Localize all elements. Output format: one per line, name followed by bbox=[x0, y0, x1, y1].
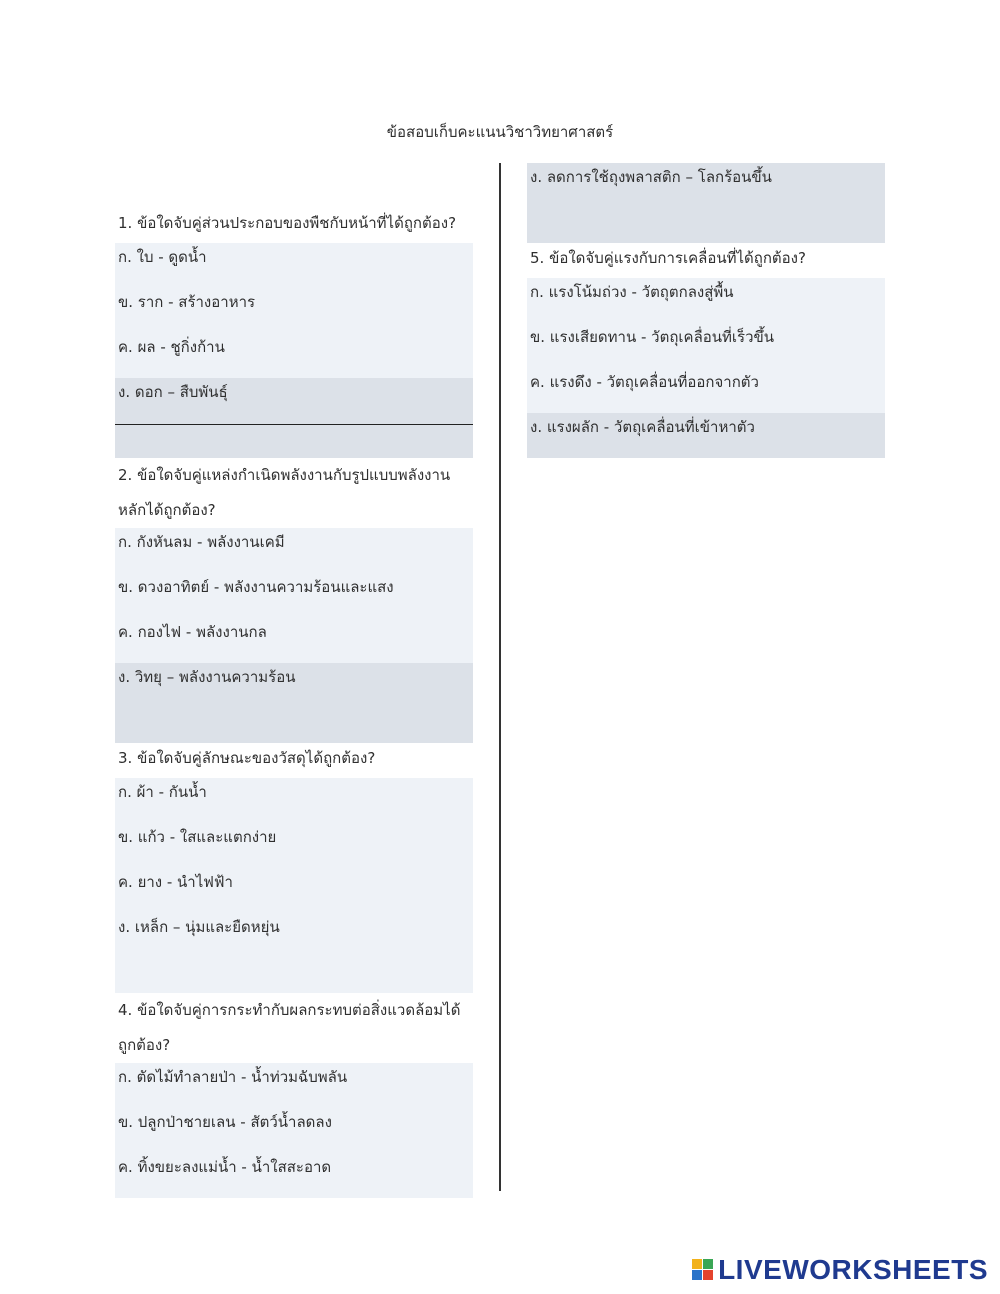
worksheet-title: ข้อสอบเก็บคะแนนวิชาวิทยาศาสตร์ bbox=[386, 123, 614, 141]
q2-option-d[interactable]: ง. วิทยุ – พลังงานความร้อน bbox=[115, 663, 473, 743]
q4-option-b[interactable]: ข. ปลูกป่าชายเลน - สัตว์น้ำลดลง bbox=[118, 1113, 332, 1131]
question-2-options bbox=[115, 528, 473, 743]
q2-option-c[interactable]: ค. กองไฟ - พลังงานกล bbox=[118, 623, 267, 641]
q2-option-a[interactable]: ก. กังหันลม - พลังงานเคมี bbox=[118, 533, 285, 551]
liveworksheets-logo[interactable] bbox=[692, 1255, 988, 1285]
q5-option-b[interactable]: ข. แรงเสียดทาน - วัตถุเคลื่อนที่เร็วขึ้น bbox=[530, 328, 775, 346]
brand-name: LIVEWORKSHEETS bbox=[718, 1254, 988, 1285]
q3-option-c[interactable]: ค. ยาง - นำไฟฟ้า bbox=[118, 873, 233, 891]
q3-option-b[interactable]: ข. แก้ว - ใสและแตกง่าย bbox=[118, 828, 277, 846]
q5-option-c[interactable]: ค. แรงดึง - วัตถุเคลื่อนที่ออกจากตัว bbox=[530, 373, 759, 391]
q1-option-d-block bbox=[115, 378, 473, 458]
q3-option-a[interactable]: ก. ผ้า - กันน้ำ bbox=[118, 783, 207, 801]
question-3: 3. ข้อใดจับคู่ลักษณะของวัสดุได้ถูกต้อง? bbox=[118, 749, 376, 767]
q4-option-d[interactable]: ง. ลดการใช้ถุงพลาสติก – โลกร้อนขึ้น bbox=[527, 163, 885, 243]
q2-option-b[interactable]: ข. ดวงอาทิตย์ - พลังงานความร้อนและแสง bbox=[118, 578, 394, 596]
question-4: 4. ข้อใดจับคู่การกระทำกับผลกระทบต่อสิ่งแวดล้อมได้ถูกต้อง? bbox=[118, 1001, 461, 1054]
q3-option-d[interactable]: ง. เหล็ก – นุ่มและยืดหยุ่น bbox=[118, 918, 280, 936]
q1-option-a[interactable]: ก. ใบ - ดูดน้ำ bbox=[118, 248, 207, 266]
column-divider bbox=[499, 163, 501, 1191]
right-column bbox=[527, 163, 885, 458]
q1-option-d[interactable]: ง. ดอก – สืบพันธุ์ bbox=[118, 383, 228, 401]
question-5: 5. ข้อใดจับคู่แรงกับการเคลื่อนที่ได้ถูกต้อง? bbox=[530, 249, 806, 267]
question-3-options bbox=[115, 778, 473, 993]
question-4-options bbox=[115, 1063, 473, 1198]
question-1: 1. ข้อใดจับคู่ส่วนประกอบของพืชกับหน้าที่ได้ถูกต้อง? bbox=[118, 214, 457, 232]
q1-option-c[interactable]: ค. ผล - ชูกิ่งก้าน bbox=[118, 338, 225, 356]
question-5-options bbox=[527, 278, 885, 458]
question-2: 2. ข้อใดจับคู่แหล่งกำเนิดพลังงานกับรูปแบบพลังงานหลักได้ถูกต้อง? bbox=[118, 466, 451, 519]
q4-option-c[interactable]: ค. ทิ้งขยะลงแม่น้ำ - น้ำใสสะอาด bbox=[118, 1158, 332, 1176]
question-1-options bbox=[115, 243, 473, 458]
logo-squares-icon bbox=[692, 1259, 714, 1281]
q5-option-a[interactable]: ก. แรงโน้มถ่วง - วัตถุตกลงสู่พื้น bbox=[530, 283, 734, 301]
left-column bbox=[115, 208, 473, 1198]
separator-line bbox=[115, 424, 473, 425]
q5-option-d[interactable]: ง. แรงผลัก - วัตถุเคลื่อนที่เข้าหาตัว bbox=[527, 413, 885, 458]
q1-option-b[interactable]: ข. ราก - สร้างอาหาร bbox=[118, 293, 256, 311]
q4-option-a[interactable]: ก. ตัดไม้ทำลายป่า - น้ำท่วมฉับพลัน bbox=[118, 1068, 348, 1086]
